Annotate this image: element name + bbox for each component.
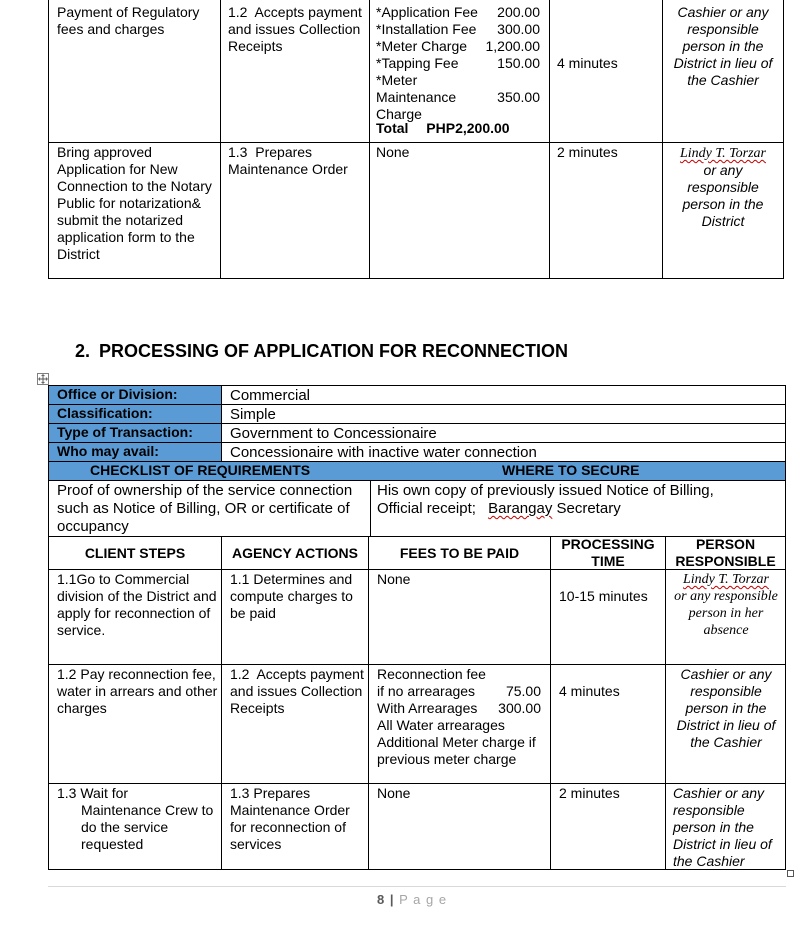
fee-amount: 300.00 bbox=[497, 21, 540, 37]
table-move-handle-icon[interactable] bbox=[37, 373, 49, 385]
fee-item bbox=[376, 21, 540, 38]
where-barangay: Barangay bbox=[488, 500, 553, 517]
footer-rule bbox=[48, 886, 786, 887]
person-1-3: Cashier or any responsible person in the District in lieu of the Cashier bbox=[673, 785, 776, 869]
client-step-notarize: Bring approved Application for New Connection to the Notary Public for notarization& submit the notarized application form to the District bbox=[57, 144, 216, 262]
where-line bbox=[377, 500, 782, 518]
section-heading bbox=[75, 340, 568, 362]
fee-list bbox=[376, 4, 540, 122]
processing-time: 2 minutes bbox=[557, 144, 618, 160]
fee-amount: 150.00 bbox=[497, 55, 540, 71]
time-1-1: 10-15 minutes bbox=[559, 588, 648, 604]
fee-amount: 300.00 bbox=[498, 700, 541, 716]
fee-label: *Meter Maintenance Charge bbox=[376, 72, 457, 122]
person-responsible bbox=[666, 144, 780, 230]
fee-line: Additional Meter charge if previous meter charge bbox=[377, 734, 536, 767]
header-client-steps: CLIENT STEPS bbox=[84, 545, 186, 561]
client-step-payment: Payment of Regulatory fees and charges bbox=[57, 4, 204, 37]
where-secretary: Secretary bbox=[556, 500, 621, 517]
transaction-label: Type of Transaction: bbox=[57, 424, 193, 440]
header-agency-actions: AGENCY ACTIONS bbox=[231, 545, 358, 561]
client-step-rest: Maintenance Crew to do the service requested bbox=[81, 802, 214, 852]
header-fees: FEES TO BE PAID bbox=[399, 545, 520, 561]
fees-1-3: None bbox=[377, 785, 411, 801]
transaction-value: Government to Concessionaire bbox=[230, 425, 437, 442]
agency-action-1-1: 1.1 Determines and compute charges to be paid bbox=[230, 571, 357, 621]
fee-line: All Water arrearages bbox=[377, 717, 505, 733]
where-receipt: Official receipt; bbox=[377, 500, 476, 517]
processing-time: 4 minutes bbox=[557, 55, 618, 71]
section-number: 2. bbox=[75, 341, 91, 361]
fee-line bbox=[377, 683, 541, 700]
fee-line: Reconnection fee bbox=[377, 666, 486, 682]
fee-label: *Tapping Fee bbox=[376, 55, 459, 71]
where-to-secure-text bbox=[377, 482, 782, 518]
fees-1-2 bbox=[377, 666, 541, 768]
fee-line bbox=[377, 700, 541, 717]
person-rest: or any responsible person in her absence bbox=[674, 589, 778, 638]
page-separator: | bbox=[389, 892, 395, 907]
requirement-text: Proof of ownership of the service connection such as Notice of Billing, OR or certificate of occupancy bbox=[57, 482, 357, 535]
fee-amount: 1,200.00 bbox=[485, 38, 540, 54]
fee-label: *Installation Fee bbox=[376, 21, 477, 37]
fee-amount: 75.00 bbox=[505, 683, 541, 699]
fee-item bbox=[376, 55, 540, 72]
where-to-secure-header: WHERE TO SECURE bbox=[502, 462, 640, 478]
fee-total-amount: PHP2,200.00 bbox=[426, 120, 510, 136]
section-title: PROCESSING OF APPLICATION FOR RECONNECTION bbox=[99, 341, 569, 361]
fee-label: if no arrearages bbox=[377, 683, 476, 699]
client-step-1-2: 1.2 Pay reconnection fee, water in arrears and other charges bbox=[57, 666, 222, 716]
time-1-3: 2 minutes bbox=[559, 785, 620, 801]
agency-action-1-3: 1.3 Prepares Maintenance Order for reconnection of services bbox=[230, 785, 354, 852]
page-footer bbox=[377, 892, 447, 908]
office-value: Commercial bbox=[230, 387, 311, 404]
fee-item bbox=[376, 38, 540, 55]
client-step-1-1: 1.1Go to Commercial division of the District and apply for reconnection of service. bbox=[57, 571, 221, 638]
agency-action-1-2: 1.2 Accepts payment and issues Collection Receipts bbox=[230, 666, 368, 716]
page-word: P a g e bbox=[399, 892, 448, 907]
person-name: Lindy T. Torzar bbox=[683, 572, 769, 587]
fee-total bbox=[376, 120, 510, 137]
fees-value: None bbox=[376, 144, 410, 160]
where-line: His own copy of previously issued Notice of Billing, bbox=[377, 482, 714, 499]
fee-label: With Arrearages bbox=[377, 700, 478, 716]
fee-item bbox=[376, 72, 540, 122]
client-step-first: 1.3 Wait for bbox=[57, 785, 129, 801]
client-step-1-3 bbox=[57, 785, 219, 853]
person-rest: or any responsible person in the District bbox=[682, 162, 764, 229]
office-label: Office or Division: bbox=[57, 386, 178, 402]
page-number: 8 bbox=[377, 892, 386, 907]
fee-amount: 200.00 bbox=[497, 4, 540, 20]
fee-label: *Application Fee bbox=[376, 4, 478, 20]
time-1-2: 4 minutes bbox=[559, 683, 620, 699]
fee-label: *Meter Charge bbox=[376, 38, 468, 54]
header-person-responsible: PERSON RESPONSIBLE bbox=[675, 536, 776, 569]
person-1-1 bbox=[668, 571, 784, 639]
who-value: Concessionaire with inactive water connection bbox=[230, 444, 537, 461]
fee-total-label: Total bbox=[376, 120, 409, 136]
who-label: Who may avail: bbox=[57, 443, 159, 459]
classification-value: Simple bbox=[230, 406, 276, 423]
person-1-2: Cashier or any responsible person in the District in lieu of the Cashier bbox=[676, 666, 780, 750]
person-responsible: Cashier or any responsible person in the District in lieu of the Cashier bbox=[673, 4, 777, 88]
classification-label: Classification: bbox=[57, 405, 153, 421]
fee-item bbox=[376, 4, 540, 21]
fees-1-1: None bbox=[377, 571, 411, 587]
fee-amount: 350.00 bbox=[497, 89, 540, 105]
agency-action-accepts-payment: 1.2 Accepts payment and issues Collection Receipts bbox=[228, 4, 366, 54]
person-name: Lindy T. Torzar bbox=[680, 146, 766, 161]
checklist-header: CHECKLIST OF REQUIREMENTS bbox=[90, 462, 311, 478]
table-resize-handle[interactable] bbox=[787, 870, 794, 877]
agency-action-maintenance-order: 1.3 Prepares Maintenance Order bbox=[228, 144, 348, 177]
header-processing-time: PROCESSING TIME bbox=[561, 536, 659, 569]
